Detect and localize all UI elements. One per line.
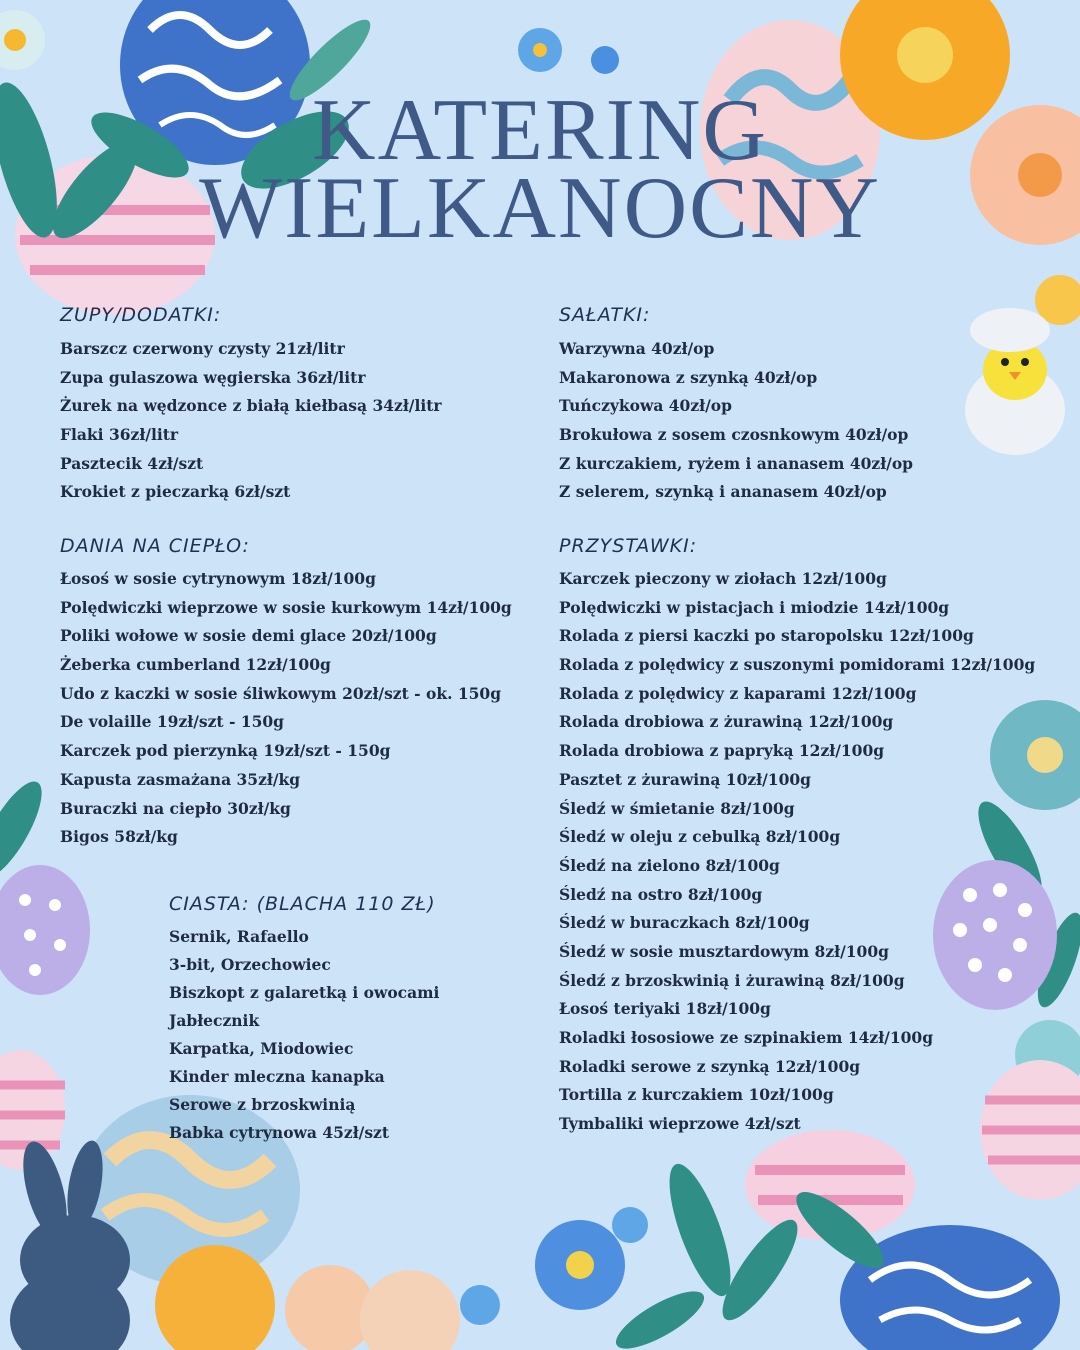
list-item: Jabłecznik — [169, 1011, 260, 1030]
chick-icon — [965, 308, 1065, 455]
list-item: Krokiet z pieczarką 6zł/szt — [60, 482, 291, 502]
list-item: Polędwiczki wieprzowe w sosie kurkowym 14zł/100g — [60, 597, 512, 617]
easter-egg-icon — [0, 865, 90, 995]
list-item: Śledź w oleju z cebulką 8zł/100g — [559, 827, 841, 847]
list-item: Rolada z polędwicy z kaparami 12zł/100g — [559, 683, 917, 703]
list-item: Śledź na ostro 8zł/100g — [559, 884, 763, 904]
list-item: Makaronowa z szynką 40zł/op — [559, 367, 818, 387]
list-item: Rolada z piersi kaczki po staropolsku 12zł/100g — [559, 626, 974, 646]
list-item: Udo z kaczki w sosie śliwkowym 20zł/szt - ok. 150g — [60, 683, 502, 703]
list-przystawki — [559, 565, 1035, 1139]
list-item: Rolada drobiowa z papryką 12zł/100g — [559, 741, 885, 761]
list-item: Śledź z brzoskwinią i żurawiną 8zł/100g — [559, 970, 905, 990]
list-ciasta — [169, 923, 439, 1147]
list-item: De volaille 19zł/szt - 150g — [60, 712, 285, 732]
section-heading-zupy: ZUPY/DODATKI: — [60, 304, 222, 326]
list-item: Łosoś w sosie cytrynowym 18zł/100g — [60, 569, 376, 588]
list-item: Tuńczykowa 40zł/op — [559, 396, 732, 416]
list-item: Kinder mleczna kanapka — [169, 1067, 385, 1086]
list-item: 3-bit, Orzechowiec — [169, 955, 331, 974]
list-item: Karczek pieczony w ziołach 12zł/100g — [559, 569, 887, 588]
list-item: Karpatka, Miodowiec — [169, 1039, 354, 1058]
list-item: Z selerem, szynką i ananasem 40zł/op — [559, 482, 887, 502]
list-item: Kapusta zasmażana 35zł/kg — [60, 769, 301, 789]
list-zupy — [60, 335, 442, 507]
list-item: Flaki 36zł/litr — [60, 425, 179, 445]
list-item: Warzywna 40zł/op — [559, 339, 715, 358]
list-item: Zupa gulaszowa węgierska 36zł/litr — [60, 367, 366, 387]
section-heading-ciasta: CIASTA: (BLACHA 110 ZŁ) — [169, 893, 436, 915]
list-item: Serowe z brzoskwinią — [169, 1095, 356, 1114]
list-item: Łosoś teriyaki 18zł/100g — [559, 999, 771, 1019]
list-item: Poliki wołowe w sosie demi glace 20zł/100g — [60, 626, 437, 646]
list-item: Tymbaliki wieprzowe 4zł/szt — [559, 1114, 801, 1134]
section-heading-dania: DANIA NA CIEPŁO: — [60, 535, 250, 557]
list-item: Śledź w sosie musztardowym 8zł/100g — [559, 941, 889, 961]
list-item: Babka cytrynowa 45zł/szt — [169, 1123, 390, 1142]
list-item: Biszkopt z galaretką i owocami — [169, 983, 440, 1002]
list-item: Brokułowa z sosem czosnkowym 40zł/op — [559, 425, 909, 445]
list-item: Żeberka cumberland 12zł/100g — [60, 655, 331, 675]
section-heading-salatki: SAŁATKI: — [559, 304, 651, 326]
list-item: Pasztecik 4zł/szt — [60, 453, 204, 473]
list-item: Śledź w śmietanie 8zł/100g — [559, 798, 795, 818]
list-item: Karczek pod pierzynką 19zł/szt - 150g — [60, 741, 391, 761]
page-title — [0, 82, 1080, 257]
list-item: Roladki łososiowe ze szpinakiem 14zł/100g — [559, 1028, 934, 1047]
list-item: Bigos 58zł/kg — [60, 827, 178, 847]
list-item: Barszcz czerwony czysty 21zł/litr — [60, 339, 345, 358]
list-item: Rolada drobiowa z żurawiną 12zł/100g — [559, 712, 894, 732]
list-salatki — [559, 335, 913, 507]
list-item: Rolada z polędwicy z suszonymi pomidorami 12zł/100g — [559, 655, 1036, 675]
section-heading-przystawki: PRZYSTAWKI: — [559, 535, 698, 557]
list-item: Z kurczakiem, ryżem i ananasem 40zł/op — [559, 453, 913, 473]
list-item: Żurek na wędzonce z białą kiełbasą 34zł/litr — [60, 396, 442, 416]
list-item: Tortilla z kurczakiem 10zł/100g — [559, 1085, 834, 1105]
list-item: Śledź na zielono 8zł/100g — [559, 855, 780, 875]
list-item: Sernik, Rafaello — [169, 927, 309, 946]
title-line-2: WIELKANOCNY — [199, 160, 881, 257]
list-item: Pasztet z żurawiną 10zł/100g — [559, 769, 811, 789]
list-item: Śledź w buraczkach 8zł/100g — [559, 913, 810, 933]
list-item: Polędwiczki w pistacjach i miodzie 14zł/100g — [559, 597, 950, 617]
title-line-1: KATERING — [312, 82, 768, 179]
list-dania — [60, 565, 512, 852]
list-item: Buraczki na ciepło 30zł/kg — [60, 798, 291, 818]
list-item: Roladki serowe z szynką 12zł/100g — [559, 1056, 861, 1076]
